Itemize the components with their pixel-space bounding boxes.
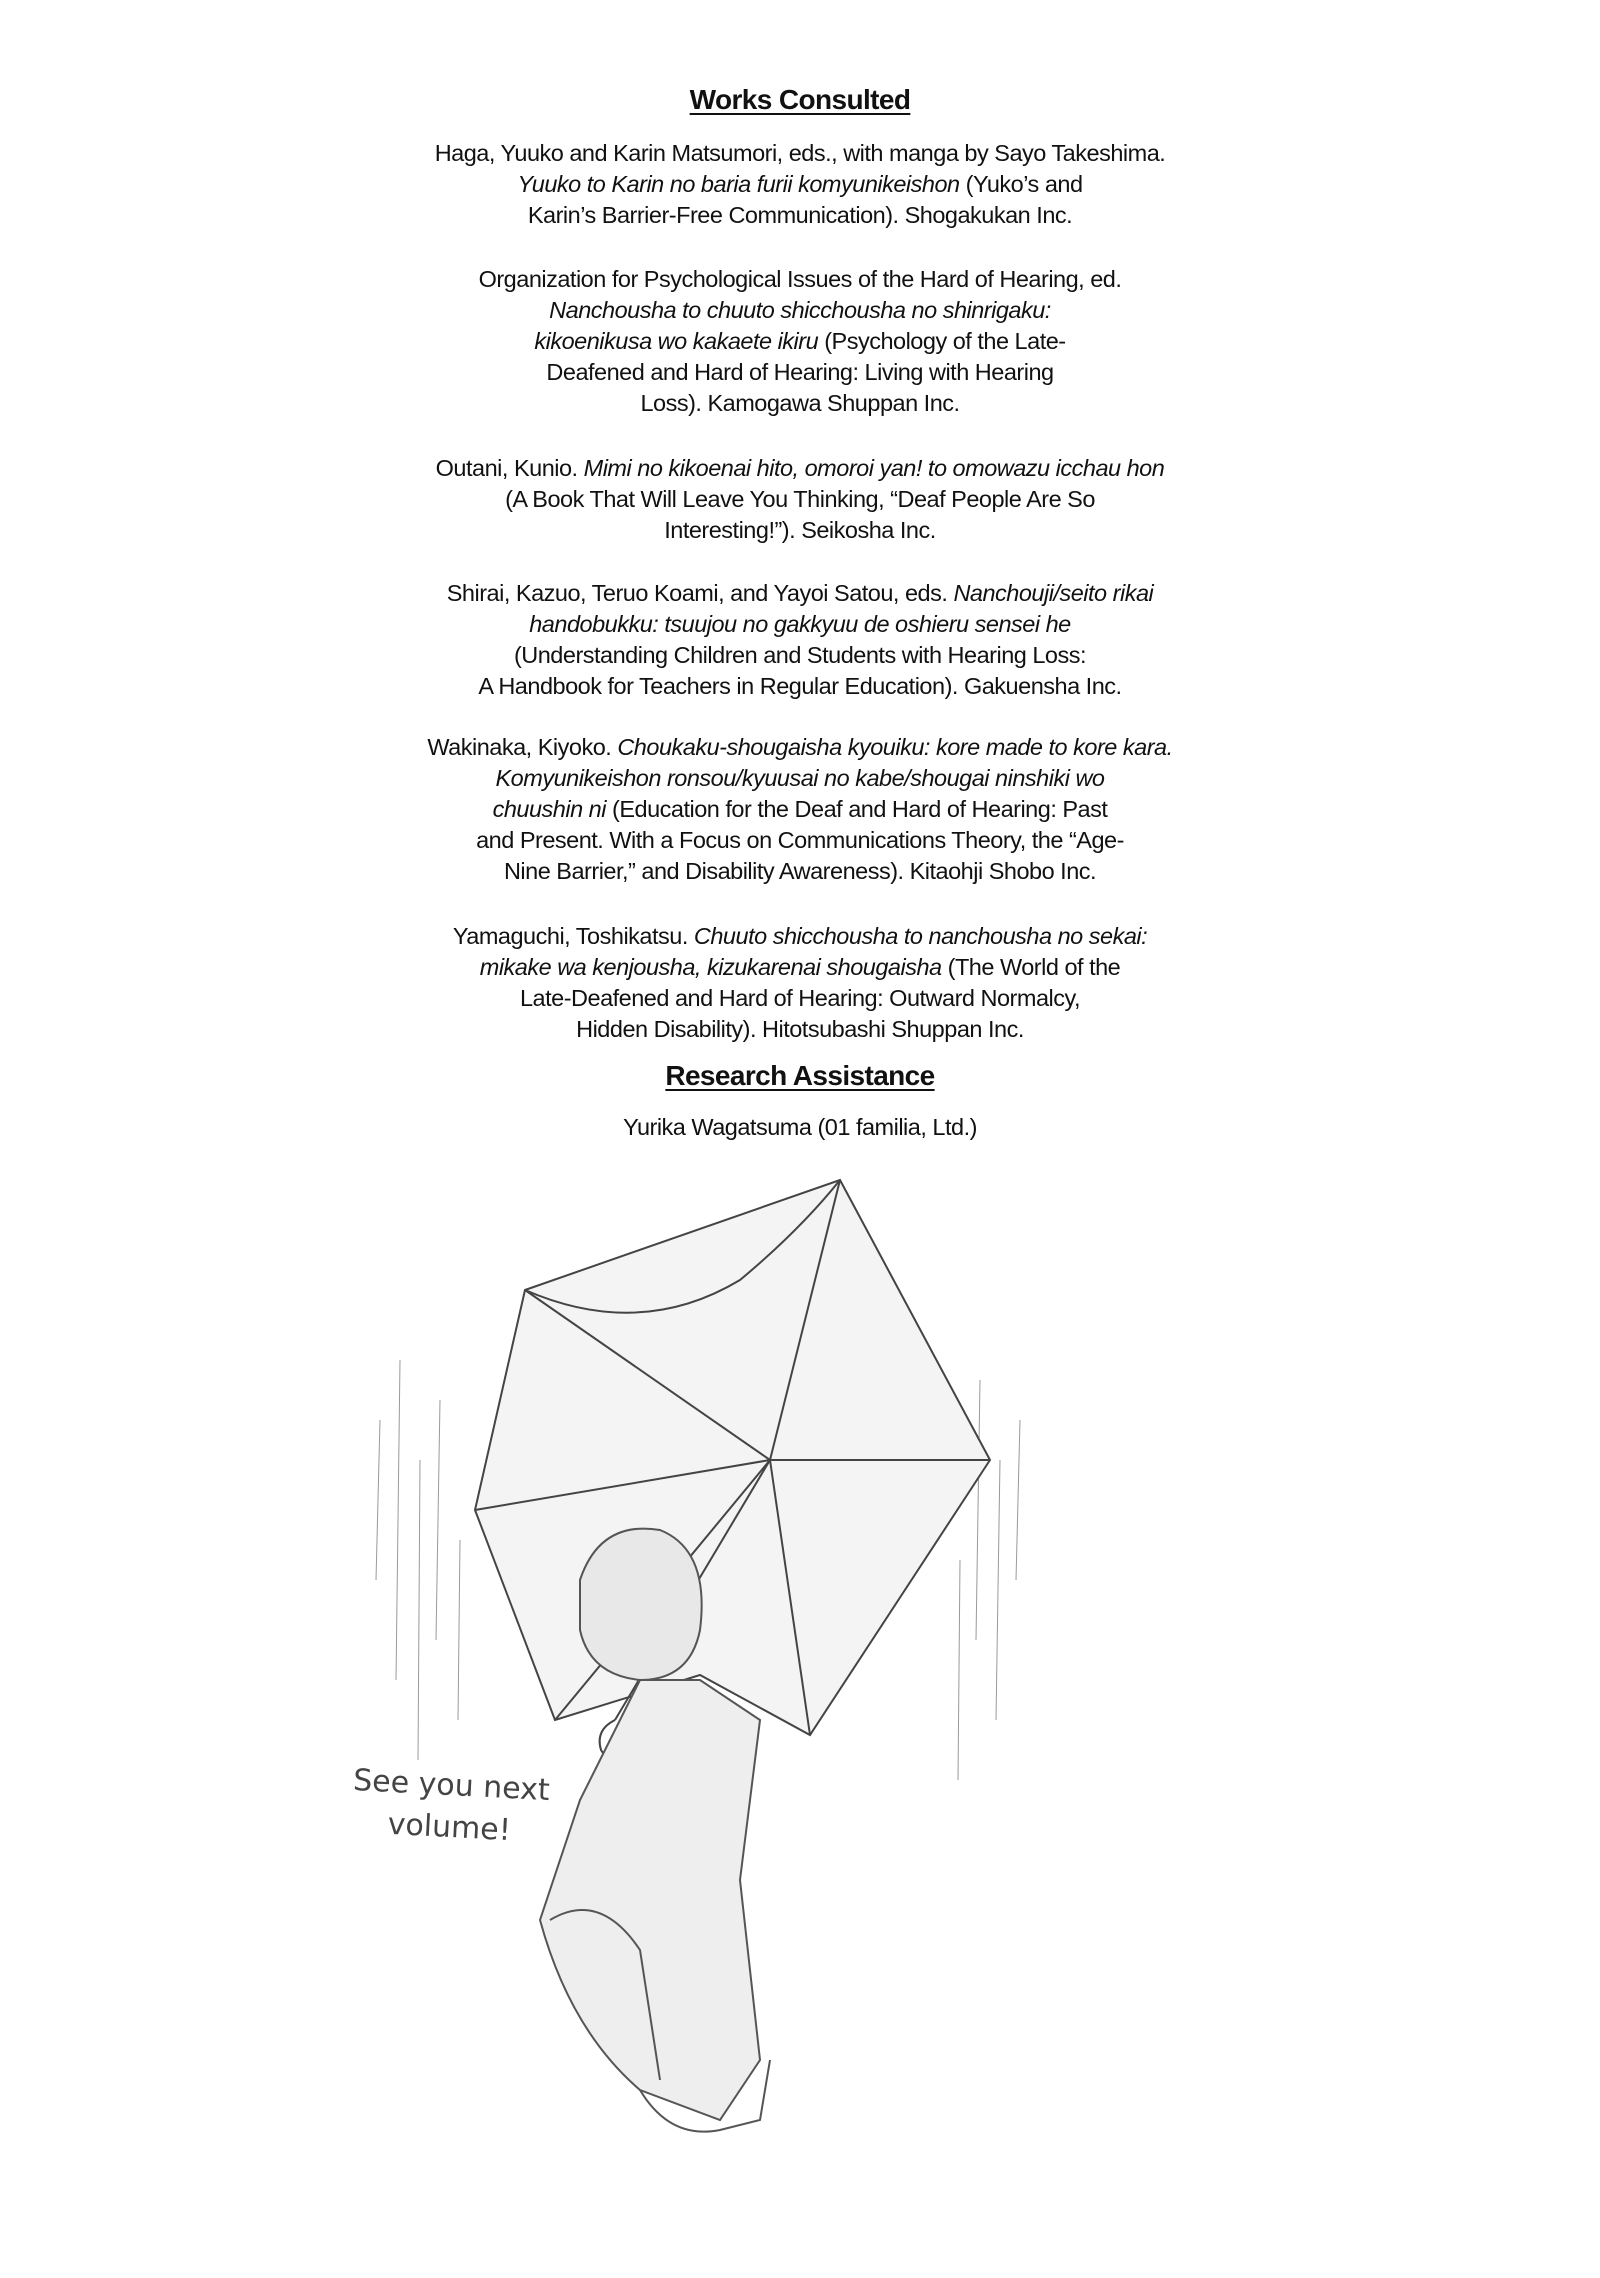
bibliography-entry bbox=[0, 578, 1600, 702]
entry-line bbox=[0, 138, 1600, 169]
italic-title-text: kikoenikusa wo kakaete ikiru bbox=[534, 328, 819, 354]
italic-title-text: Mimi no kikoenai hito, omoroi yan! to omowazu icchau hon bbox=[583, 455, 1165, 481]
entry-line bbox=[0, 578, 1600, 609]
entry-line bbox=[0, 952, 1600, 983]
bibliography-entry bbox=[0, 264, 1600, 419]
handwritten-line: volume! bbox=[386, 1806, 512, 1849]
italic-title-text: Chuuto shicchousha to nanchousha no sekai: bbox=[693, 923, 1148, 949]
italic-title-text: handobukku: tsuujou no gakkyuu de oshieru sensei he bbox=[529, 611, 1071, 637]
entry-line bbox=[0, 357, 1600, 388]
citation-text: Organization for Psychological Issues of the Hard of Hearing, ed. bbox=[478, 266, 1122, 292]
bibliography-entry bbox=[0, 138, 1600, 231]
citation-text: Hidden Disability). Hitotsubashi Shuppan Inc. bbox=[576, 1016, 1024, 1042]
italic-title-text: Nanchousha to chuuto shicchousha no shinrigaku: bbox=[549, 297, 1051, 323]
citation-text: Interesting!”). Seikosha Inc. bbox=[664, 517, 936, 543]
entry-line bbox=[0, 671, 1600, 702]
citation-text: (The World of the bbox=[941, 954, 1121, 980]
citation-text: (Understanding Children and Students with Hearing Loss: bbox=[513, 642, 1087, 668]
entry-line bbox=[0, 794, 1600, 825]
italic-title-text: Choukaku-shougaisha kyouiku: kore made to kore kara. bbox=[617, 734, 1173, 760]
entry-line bbox=[0, 326, 1600, 357]
citation-text: and Present. With a Focus on Communications Theory, the “Age- bbox=[476, 827, 1124, 853]
entry-line bbox=[0, 169, 1600, 200]
italic-title-text: Yuuko to Karin no baria furii komyunikeishon bbox=[517, 171, 960, 197]
italic-title-text: chuushin ni bbox=[492, 796, 606, 822]
citation-text: Deafened and Hard of Hearing: Living with Hearing bbox=[546, 359, 1054, 385]
entry-line bbox=[0, 640, 1600, 671]
handwritten-line: See you next bbox=[352, 1762, 551, 1809]
see-you-next-volume-note bbox=[350, 1760, 551, 1854]
entry-line bbox=[0, 388, 1600, 419]
entry-line bbox=[0, 453, 1600, 484]
bibliography-entry bbox=[0, 732, 1600, 887]
entry-line bbox=[0, 515, 1600, 546]
bibliography-entry bbox=[0, 453, 1600, 546]
entry-line bbox=[0, 484, 1600, 515]
citation-text: Outani, Kunio. bbox=[435, 455, 584, 481]
citation-text: Late-Deafened and Hard of Hearing: Outward Normalcy, bbox=[519, 985, 1081, 1011]
entry-line bbox=[0, 295, 1600, 326]
citation-text: (Yuko’s and bbox=[959, 171, 1083, 197]
girl-with-umbrella-illustration bbox=[340, 1160, 1060, 2160]
entry-line bbox=[0, 609, 1600, 640]
italic-title-text: Nanchouji/seito rikai bbox=[953, 580, 1154, 606]
citation-text: Loss). Kamogawa Shuppan Inc. bbox=[640, 390, 960, 416]
research-assistance-heading: Research Assistance bbox=[665, 1060, 935, 1091]
entry-line bbox=[0, 763, 1600, 794]
umbrella-sketch bbox=[475, 1180, 990, 1758]
works-consulted-heading: Works Consulted bbox=[689, 84, 911, 115]
entry-line bbox=[0, 825, 1600, 856]
entry-line bbox=[0, 264, 1600, 295]
citation-text: A Handbook for Teachers in Regular Education). Gakuensha Inc. bbox=[478, 673, 1122, 699]
citation-text: Haga, Yuuko and Karin Matsumori, eds., with manga by Sayo Takeshima. bbox=[434, 140, 1166, 166]
italic-title-text: Komyunikeishon ronsou/kyuusai no kabe/shougai ninshiki wo bbox=[495, 765, 1105, 791]
entry-line bbox=[0, 921, 1600, 952]
entry-line bbox=[0, 983, 1600, 1014]
citation-text: Shirai, Kazuo, Teruo Koami, and Yayoi Satou, eds. bbox=[446, 580, 954, 606]
citation-text: (A Book That Will Leave You Thinking, “Deaf People Are So bbox=[505, 486, 1095, 512]
entry-line bbox=[0, 732, 1600, 763]
citation-text: Karin’s Barrier-Free Communication). Shogakukan Inc. bbox=[527, 202, 1073, 228]
research-credit: Yurika Wagatsuma (01 familia, Ltd.) bbox=[623, 1114, 977, 1140]
entry-line bbox=[0, 1014, 1600, 1045]
citation-text: (Education for the Deaf and Hard of Hearing: Past bbox=[605, 796, 1108, 822]
entry-line bbox=[0, 856, 1600, 887]
italic-title-text: mikake wa kenjousha, kizukarenai shougaisha bbox=[479, 954, 942, 980]
citation-text: Yamaguchi, Toshikatsu. bbox=[452, 923, 694, 949]
citation-text: (Psychology of the Late- bbox=[818, 328, 1066, 354]
citation-text: Wakinaka, Kiyoko. bbox=[427, 734, 618, 760]
entry-line bbox=[0, 200, 1600, 231]
bibliography-entry bbox=[0, 921, 1600, 1045]
citation-text: Nine Barrier,” and Disability Awareness). Kitaohji Shobo Inc. bbox=[503, 858, 1097, 884]
